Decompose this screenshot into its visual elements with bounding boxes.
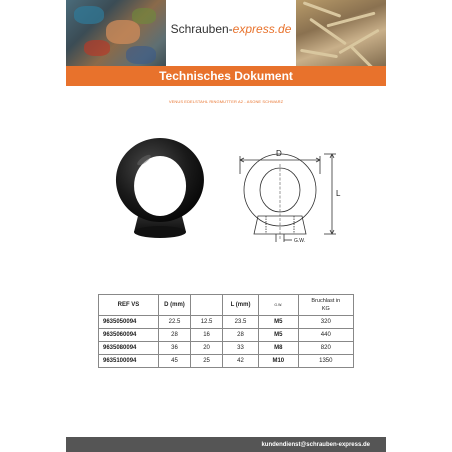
cell-ref: 9635100094 bbox=[99, 355, 159, 368]
workshop-photo bbox=[66, 0, 166, 70]
cell-col3: 16 bbox=[191, 329, 223, 342]
cell-gw: M5 bbox=[258, 329, 298, 342]
cell-col3: 20 bbox=[191, 342, 223, 355]
cell-gw: M10 bbox=[258, 355, 298, 368]
document-title: Technisches Dokument bbox=[159, 69, 293, 83]
cell-d: 36 bbox=[158, 342, 190, 355]
cell-gw: M5 bbox=[258, 316, 298, 329]
table-row bbox=[99, 329, 354, 342]
table-row bbox=[99, 316, 354, 329]
cell-load: 1350 bbox=[298, 355, 353, 368]
document-page bbox=[66, 0, 386, 452]
cell-l: 33 bbox=[223, 342, 259, 355]
header-ref: REF VS bbox=[99, 295, 159, 316]
table-row bbox=[99, 355, 354, 368]
cell-load: 440 bbox=[298, 329, 353, 342]
product-subtitle: VENUS EDELSTAHL RINGMUTTER A2 - ASONE SCHWARZ bbox=[168, 99, 284, 104]
brand-logo bbox=[166, 22, 296, 36]
cell-d: 28 bbox=[158, 329, 190, 342]
cell-d: 45 bbox=[158, 355, 190, 368]
header-bruchlast-line2: KG bbox=[321, 306, 330, 312]
header-d: D (mm) bbox=[158, 295, 190, 316]
header-l: L (mm) bbox=[223, 295, 259, 316]
technical-drawing bbox=[236, 144, 346, 248]
cell-gw: M8 bbox=[258, 342, 298, 355]
header-bruchlast-line1: Bruchlast in bbox=[311, 298, 341, 304]
header-col3 bbox=[191, 295, 223, 316]
label-gw: G.W. bbox=[294, 238, 306, 244]
cell-load: 820 bbox=[298, 342, 353, 355]
cell-l: 28 bbox=[223, 329, 259, 342]
cell-ref: 9635080094 bbox=[99, 342, 159, 355]
header-bruchlast bbox=[298, 295, 353, 316]
cell-ref: 9635060094 bbox=[99, 329, 159, 342]
cell-l: 23.5 bbox=[223, 316, 259, 329]
cell-ref: 9635050094 bbox=[99, 316, 159, 329]
label-d: D bbox=[276, 149, 282, 158]
ring-nut-image bbox=[114, 136, 206, 242]
cell-l: 42 bbox=[223, 355, 259, 368]
footer-email[interactable]: kundendienst@schrauben-express.de bbox=[261, 442, 370, 448]
brand-accent: express.de bbox=[232, 22, 292, 36]
label-l: L bbox=[336, 189, 341, 198]
cell-col3: 25 bbox=[191, 355, 223, 368]
screws-photo bbox=[296, 0, 386, 70]
header-banner bbox=[66, 0, 386, 70]
cell-d: 22.5 bbox=[158, 316, 190, 329]
brand-main: Schrauben- bbox=[170, 22, 233, 36]
cell-load: 320 bbox=[298, 316, 353, 329]
specification-table bbox=[98, 294, 354, 368]
brand-area bbox=[166, 0, 296, 70]
cell-col3: 12.5 bbox=[191, 316, 223, 329]
table-header-row bbox=[99, 295, 354, 316]
table-row bbox=[99, 342, 354, 355]
header-gw: G.W. bbox=[258, 295, 298, 316]
